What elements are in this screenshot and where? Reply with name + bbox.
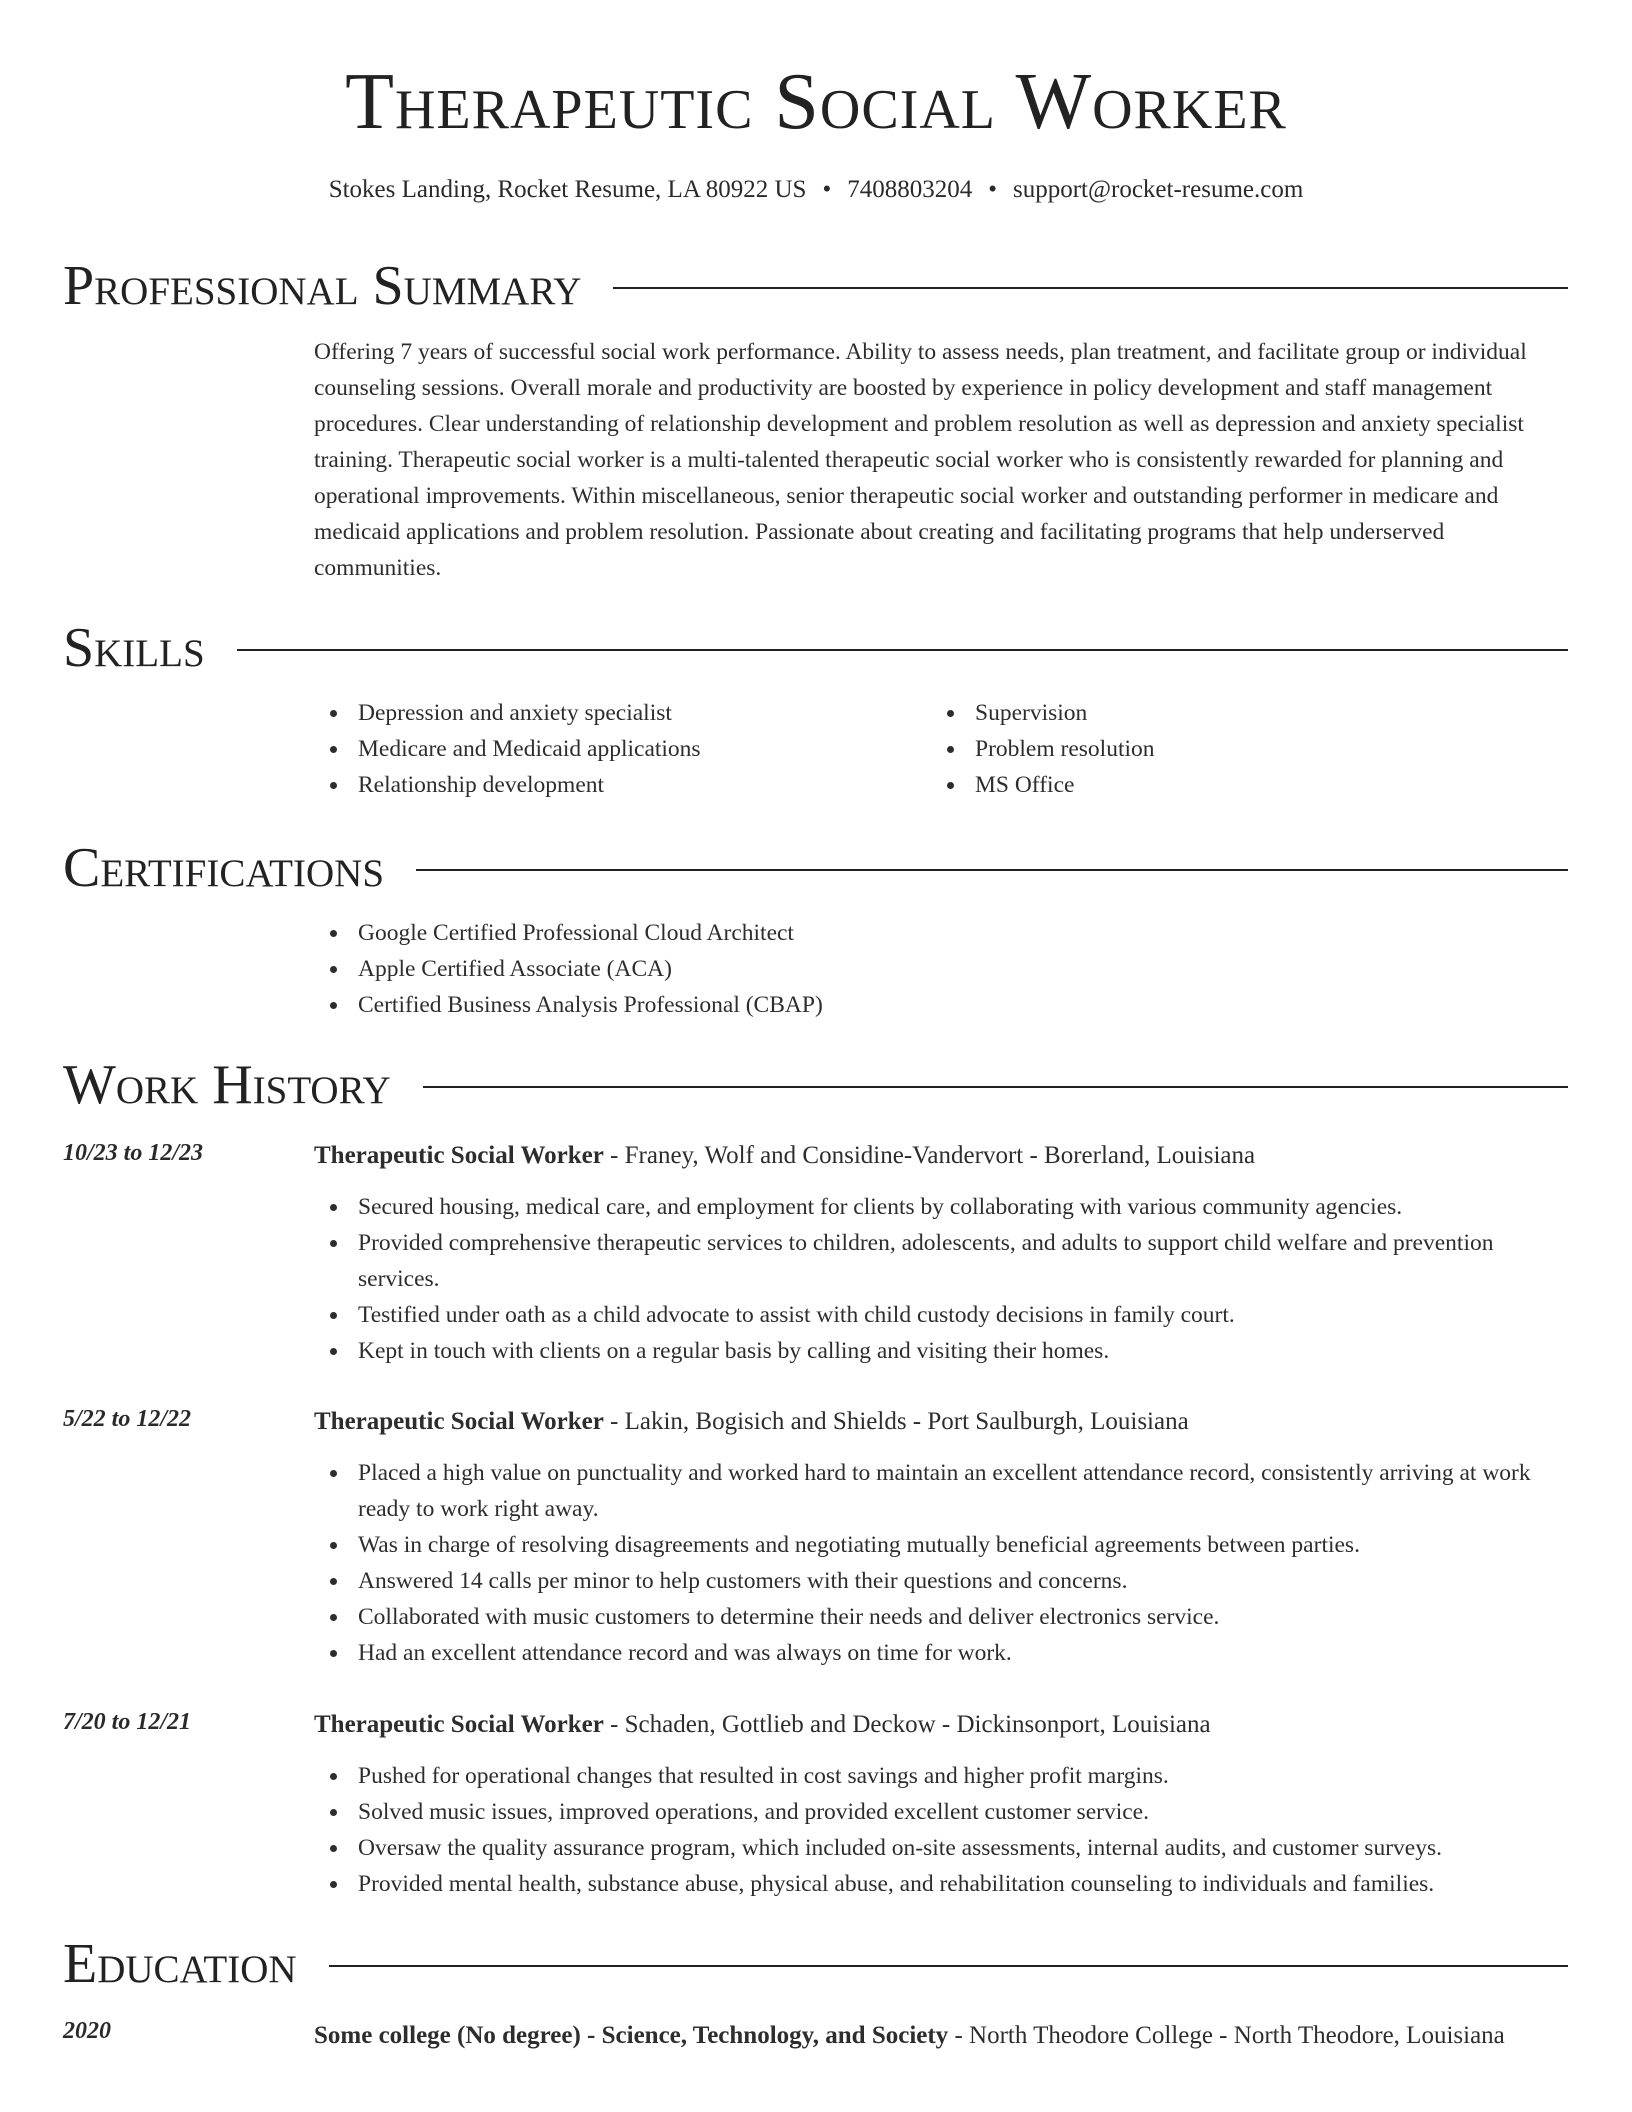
job-bullets [314, 1455, 1568, 1671]
education-heading [63, 1933, 1568, 1995]
job-role: Therapeutic Social Worker [314, 1142, 604, 1169]
skills-list [314, 695, 1568, 803]
job-details: - Franey, Wolf and Considine-Vandervort - Borerland, Louisiana [603, 1142, 1256, 1169]
work-history-title: Work History [63, 1054, 391, 1116]
job-bullet: Placed a high value on punctuality and worked hard to maintain an excellent attendance record, consistently arriving at work ready to work right away. [314, 1455, 1568, 1527]
job-role: Therapeutic Social Worker [314, 1408, 604, 1435]
job-bullet: Had an excellent attendance record and was always on time for work. [314, 1635, 1568, 1671]
job-entry [314, 1404, 1568, 1671]
job-bullet: Answered 14 calls per minor to help customers with their questions and concerns. [314, 1563, 1568, 1599]
job-bullets [314, 1189, 1568, 1369]
candidate-name: Therapeutic Social Worker [345, 58, 1287, 146]
job-bullet: Solved music issues, improved operations, and provided excellent customer service. [314, 1794, 1568, 1830]
job-bullet: Pushed for operational changes that resulted in cost savings and higher profit margins. [314, 1758, 1568, 1794]
job-bullet: Provided comprehensive therapeutic services to children, adolescents, and adults to support child welfare and prevention services. [314, 1225, 1568, 1297]
skills-column-left [314, 695, 931, 803]
job-dates: 5/22 to 12/22 [63, 1406, 192, 1432]
certification-item: Apple Certified Associate (ACA) [314, 951, 1568, 987]
job-bullet: Secured housing, medical care, and employment for clients by collaborating with various community agencies. [314, 1189, 1568, 1225]
section-divider [613, 287, 1568, 289]
certifications-list [314, 915, 1568, 1023]
job-details: - Lakin, Bogisich and Shields - Port Saulburgh, Louisiana [603, 1408, 1189, 1435]
section-divider [416, 869, 1568, 871]
job-entry [314, 1707, 1568, 1902]
job-details: - Schaden, Gottlieb and Deckow - Dickinsonport, Louisiana [603, 1711, 1211, 1738]
skills-title: Skills [63, 617, 205, 679]
contact-email: support@rocket-resume.com [1012, 176, 1304, 203]
education-year: 2020 [63, 2018, 111, 2044]
skills-column-right [931, 695, 1548, 803]
section-divider [329, 1965, 1568, 1967]
skills-heading [63, 617, 1568, 679]
contact-line [0, 176, 1632, 204]
summary-text: Offering 7 years of successful social work performance. Ability to assess needs, plan treatment, and facilitate group or individual counseling sessions. Overall morale and productivity are boosted by experience in policy development and staff management procedures. Clear understanding of relationship development and problem resolution as well as depression and anxiety specialist training. Therapeutic social worker is a multi-talented therapeutic social worker who is consistently rewarded for planning and operational improvements. Within miscellaneous, senior therapeutic social worker and outstanding performer in medicare and medicaid applications and problem resolution. Passionate about creating and facilitating programs that help underserved communities. [314, 339, 1527, 581]
contact-phone: 7408803204 [847, 176, 973, 203]
skill-item: Supervision [931, 695, 1548, 731]
job-heading [314, 1404, 1568, 1440]
education-school: - North Theodore College - North Theodore, Louisiana [948, 2022, 1505, 2049]
work-history-heading [63, 1054, 1568, 1116]
job-bullet: Was in charge of resolving disagreements and negotiating mutually beneficial agreements between parties. [314, 1527, 1568, 1563]
certification-item: Certified Business Analysis Professional (CBAP) [314, 987, 1568, 1023]
skill-item: Depression and anxiety specialist [314, 695, 931, 731]
section-divider [237, 649, 1568, 651]
certification-item: Google Certified Professional Cloud Architect [314, 915, 1568, 951]
job-dates: 10/23 to 12/23 [63, 1140, 204, 1166]
education-title: Education [63, 1933, 297, 1995]
job-bullet: Kept in touch with clients on a regular basis by calling and visiting their homes. [314, 1333, 1568, 1369]
education-entry [314, 2016, 1568, 2056]
section-divider [423, 1086, 1568, 1088]
skill-item: Relationship development [314, 767, 931, 803]
education-degree: Some college (No degree) - Science, Technology, and Society [314, 2022, 949, 2049]
job-dates: 7/20 to 12/21 [63, 1709, 192, 1735]
job-bullet: Oversaw the quality assurance program, which included on-site assessments, internal audits, and customer surveys. [314, 1830, 1568, 1866]
job-bullet: Collaborated with music customers to determine their needs and deliver electronics service. [314, 1599, 1568, 1635]
job-role: Therapeutic Social Worker [314, 1711, 604, 1738]
job-bullet: Provided mental health, substance abuse, physical abuse, and rehabilitation counseling to individuals and families. [314, 1866, 1568, 1902]
job-bullets [314, 1758, 1568, 1902]
summary-title: Professional Summary [63, 255, 582, 317]
contact-separator: • [822, 176, 832, 203]
skill-item: Problem resolution [931, 731, 1548, 767]
job-heading [314, 1707, 1568, 1743]
contact-address: Stokes Landing, Rocket Resume, LA 80922 US [328, 176, 807, 203]
job-entry [314, 1138, 1568, 1369]
skill-item: Medicare and Medicaid applications [314, 731, 931, 767]
job-bullet: Testified under oath as a child advocate to assist with child custody decisions in family court. [314, 1297, 1568, 1333]
job-heading [314, 1138, 1568, 1174]
contact-separator: • [988, 176, 997, 203]
summary-heading [63, 255, 1568, 317]
skill-item: MS Office [931, 767, 1548, 803]
certifications-heading [63, 837, 1568, 899]
certifications-title: Certifications [63, 837, 385, 899]
